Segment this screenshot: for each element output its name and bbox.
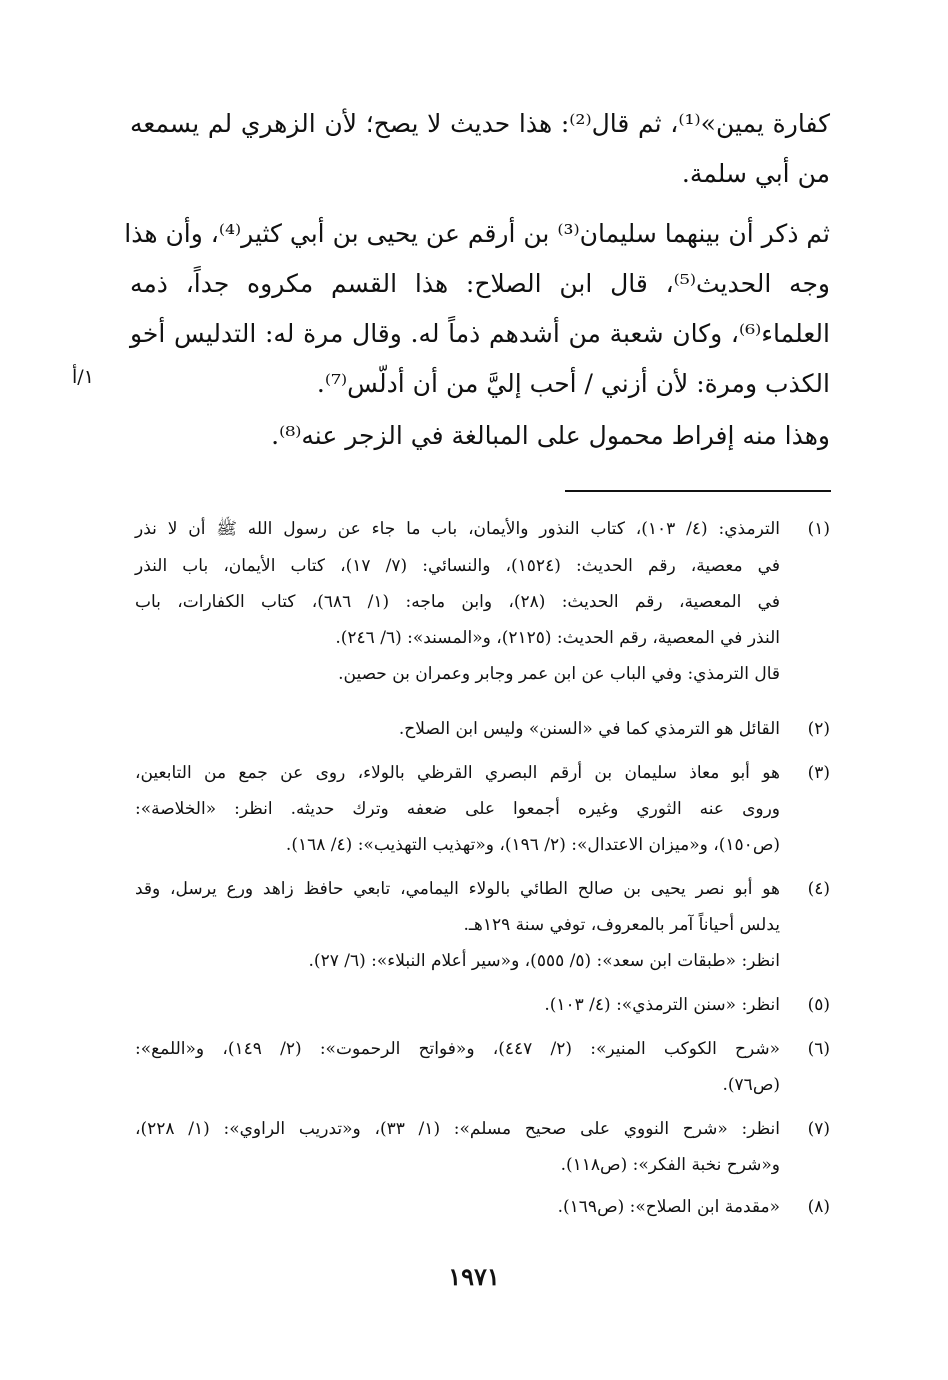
footnote-line: هو أبو معاذ سليمان بن أرقم البصري القرظي بالولاء، روى عن جمع من التابعين،	[135, 763, 780, 783]
footnote-line: قال الترمذي: وفي الباب عن ابن عمر وجابر وعمران بن حصين.	[338, 664, 780, 684]
main-line: كفارة يمين»⁽¹⁾، ثم قال⁽²⁾: هذا حديث لا يصح؛ لأن الزهري لم يسمعه	[130, 109, 831, 138]
footnote-line: القائل هو الترمذي كما في «السنن» وليس ابن الصلاح.	[398, 719, 780, 739]
footnote-line: النذر في المعصية، رقم الحديث: (٢١٢٥)، و«المسند»: (٦/ ٢٤٦).	[335, 628, 780, 648]
footnote-number: (١)	[807, 519, 830, 539]
manuscript-folio-marker: ١/أ	[72, 366, 94, 388]
footnote-line: في معصية، رقم الحديث: (١٥٢٤)، والنسائي: (٧/ ١٧)، كتاب الأيمان، باب النذر	[135, 556, 780, 576]
main-line: الكذب ومرة: لأن أزني / أحب إليَّ من أن أدلّس⁽⁷⁾.	[316, 369, 830, 398]
footnote-line: «مقدمة ابن الصلاح»: (ص١٦٩).	[557, 1197, 780, 1217]
page-number: ١٩٧١	[448, 1262, 500, 1291]
footnote-number: (٦)	[807, 1039, 830, 1059]
footnote-line: «شرح الكوكب المنير»: (٢/ ٤٤٧)، و«فواتح الرحموت»: (٢/ ١٤٩)، و«اللمع»:	[135, 1039, 781, 1059]
main-line: من أبي سلمة.	[681, 159, 830, 188]
footnote-number: (٣)	[807, 763, 830, 783]
footnote-separator	[565, 490, 831, 492]
footnote-line: في المعصية، رقم الحديث: (٢٨)، وابن ماجه: (١/ ٦٨٦)، كتاب الكفارات، باب	[135, 592, 780, 612]
footnote-number: (٧)	[807, 1119, 830, 1139]
footnote-line: انظر: «طبقات ابن سعد»: (٥/ ٥٥٥)، و«سير أعلام النبلاء»: (٦/ ٢٧).	[308, 951, 780, 971]
main-line: ثم ذكر أن بينهما سليمان⁽³⁾ بن أرقم عن يحيى بن أبي كثير⁽⁴⁾، وأن هذا	[124, 219, 830, 248]
footnote-line: هو أبو نصر يحيى بن صالح الطائي بالولاء اليمامي، تابعي حافظ زاهد ورع يرسل، وقد	[135, 879, 780, 899]
footnote-line: (ص١٥٠)، و«ميزان الاعتدال»: (٢/ ١٩٦)، و«تهذيب التهذيب»: (٤/ ١٦٨).	[285, 835, 780, 855]
footnote-line: الترمذي: (٤/ ١٠٣)، كتاب النذور والأيمان، باب ما جاء عن رسول الله ﷺ أن لا نذر	[135, 519, 780, 539]
footnote-line: يدلس أحياناً آمر بالمعروف، توفي سنة ١٢٩هـ.	[463, 915, 780, 935]
main-line: العلماء⁽⁶⁾، وكان شعبة من أشدهم ذماً له. وقال مرة له: التدليس أخو	[130, 319, 830, 348]
footnote-line: وروى عنه الثوري وغيره أجمعوا على ضعفه وترك حديثه. انظر: «الخلاصة»:	[135, 799, 780, 819]
main-line: وجه الحديث⁽⁵⁾، قال ابن الصلاح: هذا القسم مكروه جداً، ذمه	[130, 269, 830, 298]
footnote-number: (٤)	[807, 879, 830, 899]
main-line: وهذا منه إفراط محمول على المبالغة في الزجر عنه⁽⁸⁾.	[271, 421, 830, 450]
footnote-line: و«شرح نخبة الفكر»: (ص١١٨).	[560, 1155, 780, 1175]
footnote-line: (ص٧٦).	[722, 1075, 780, 1095]
footnote-number: (٥)	[807, 995, 830, 1015]
footnote-line: انظر: «شرح النووي على صحيح مسلم»: (١/ ٣٣)، و«تدريب الراوي»: (١/ ٢٢٨)،	[135, 1119, 780, 1139]
footnote-number: (٨)	[807, 1197, 830, 1217]
footnote-number: (٢)	[807, 719, 830, 739]
footnote-line: انظر: «سنن الترمذي»: (٤/ ١٠٣).	[544, 995, 780, 1015]
